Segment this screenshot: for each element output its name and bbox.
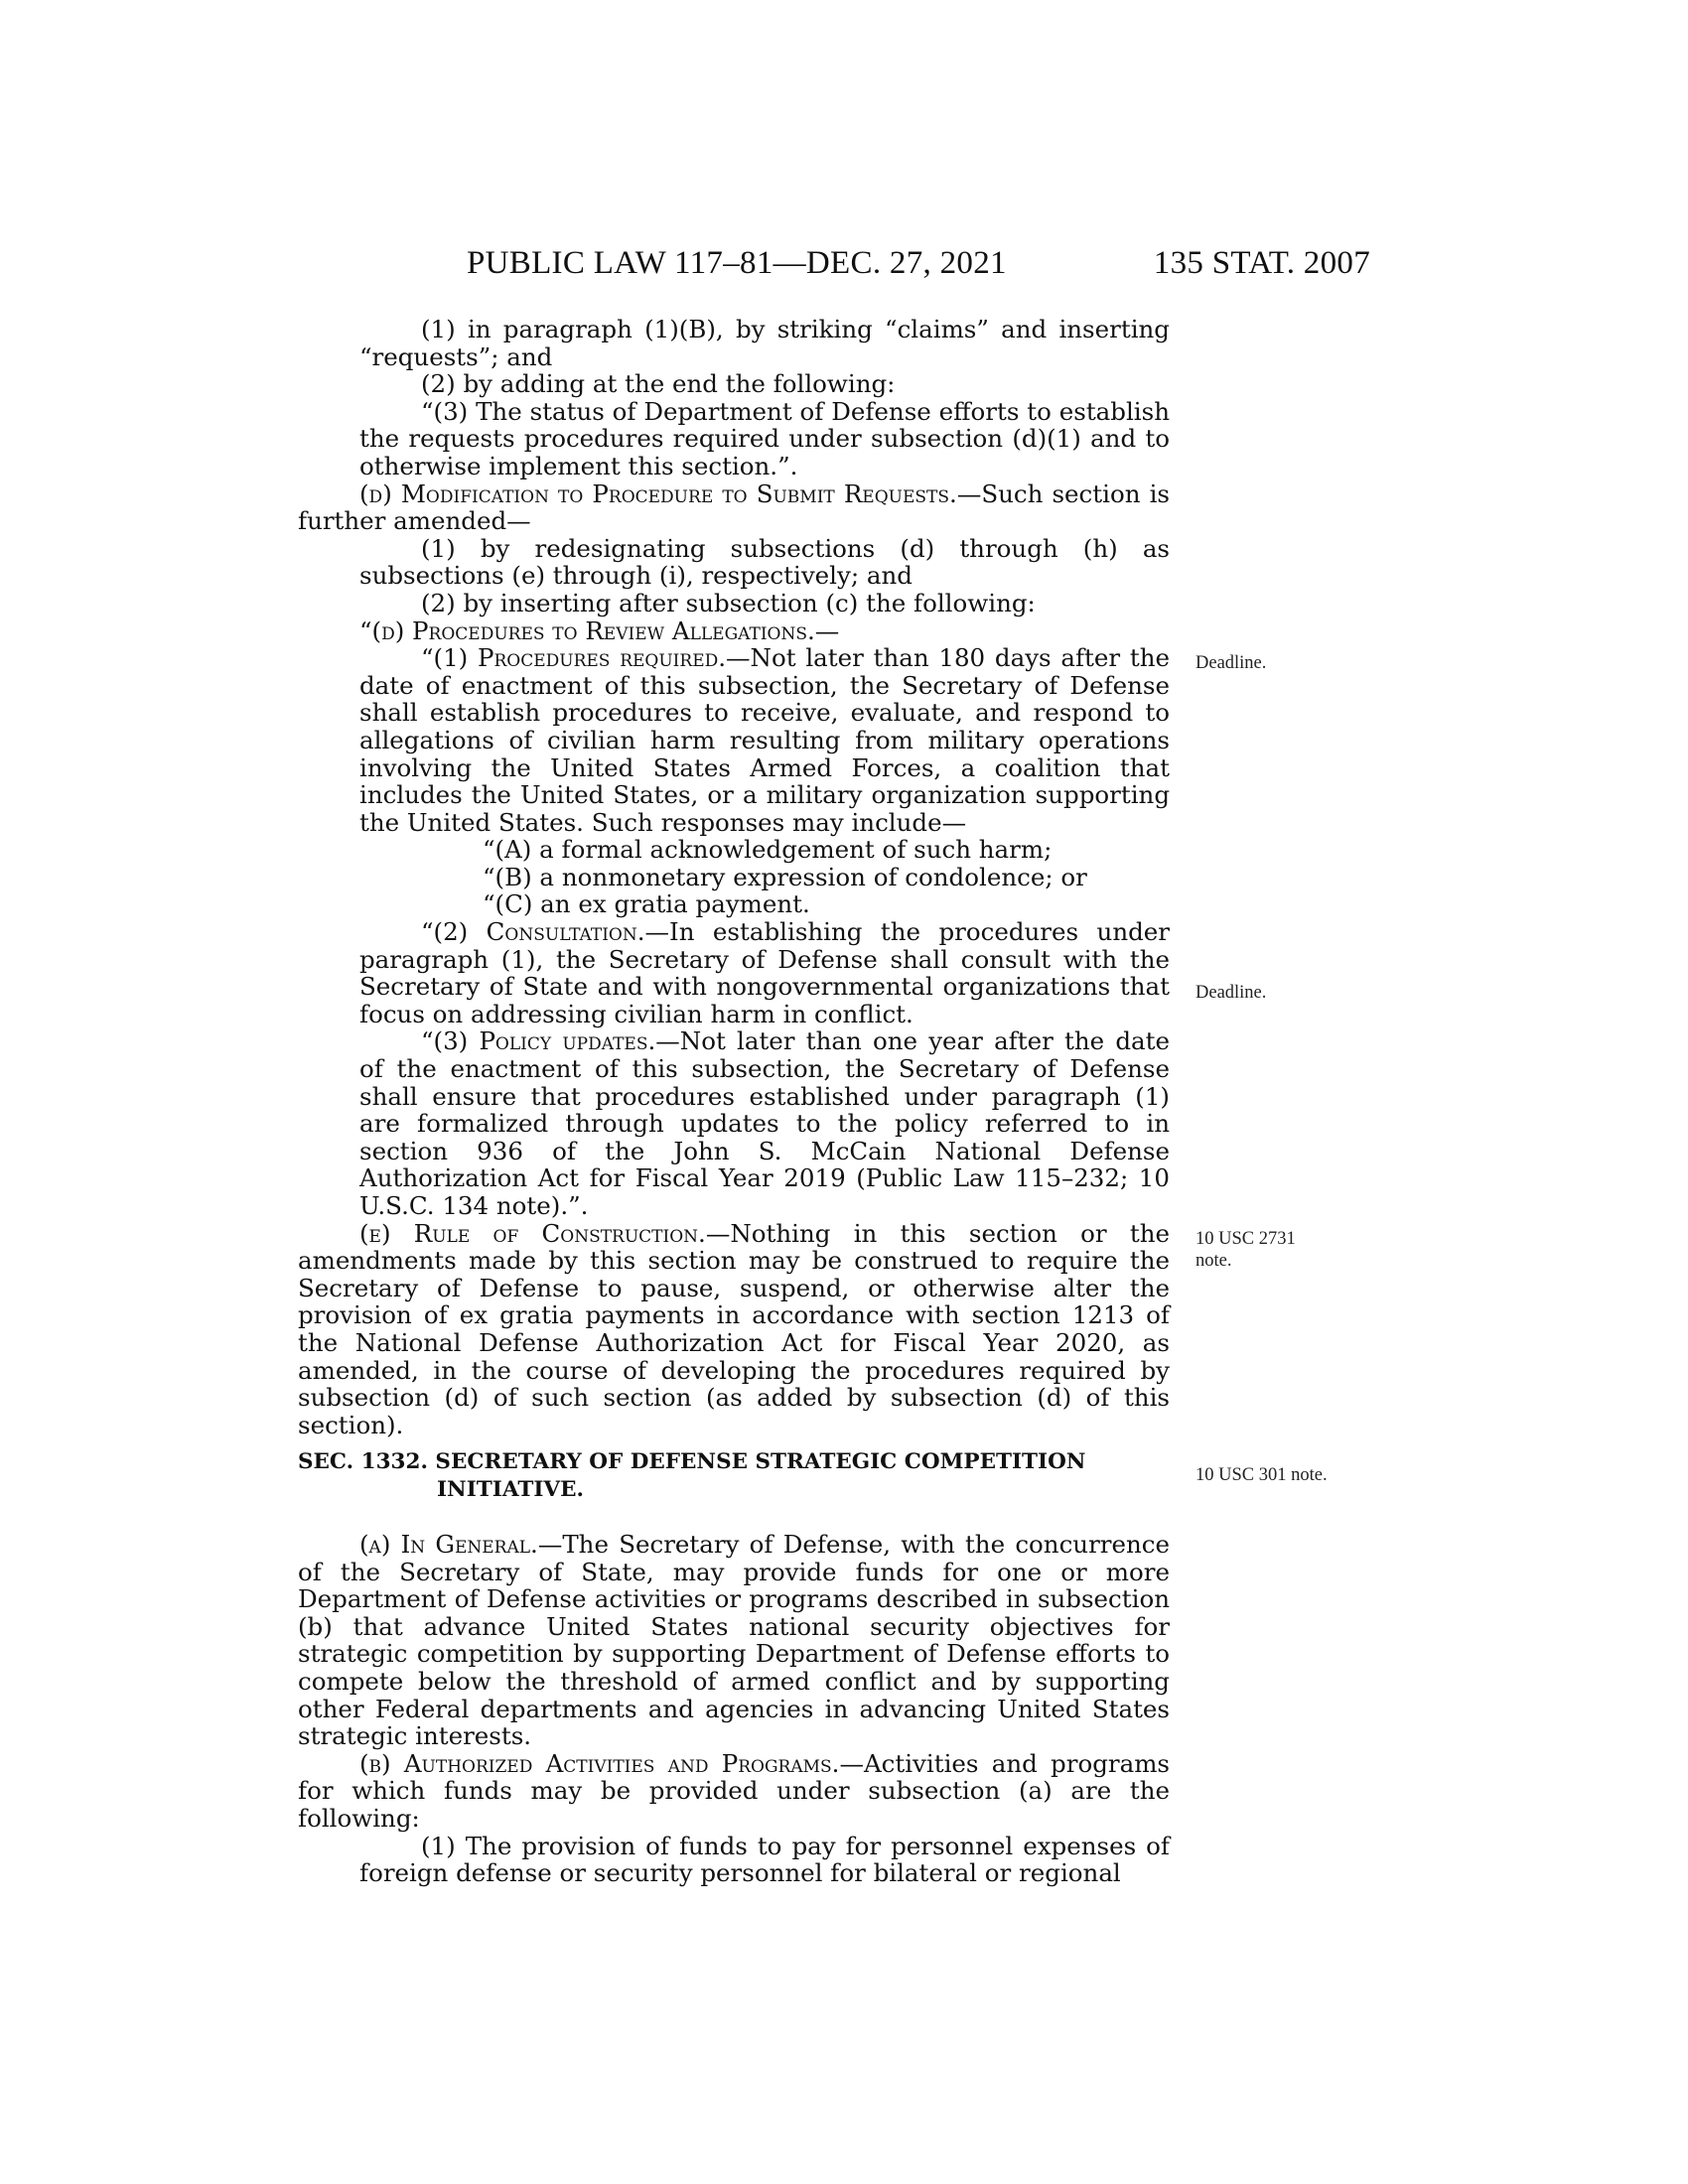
subsection-a xyxy=(298,1531,1170,1750)
subsection-d-heading: (d) Modification to Procedure to Submit Requests. xyxy=(359,478,957,508)
subsection-b-text: —Activities and programs for which funds may be provided under subsection (a) are the following: xyxy=(298,1748,1170,1833)
margin-note-deadline-2: Deadline. xyxy=(1196,983,1267,1003)
public-law-title: PUBLIC LAW 117–81—DEC. 27, 2021 xyxy=(467,245,1007,281)
margin-note-10-usc-301: 10 USC 301 note. xyxy=(1196,1465,1328,1485)
margin-note-deadline-1: Deadline. xyxy=(1196,653,1267,673)
paragraph-d2: (2) by inserting after subsection (c) the following: xyxy=(421,588,1036,617)
paragraph-c2-3: “(3) The status of Department of Defense efforts to establish the requests procedures required under subsection (d)(1) and to otherwise implement this section.”. xyxy=(359,396,1170,480)
subparagraph-a: “(A) a formal acknowledgement of such harm; xyxy=(483,835,1053,865)
paragraph-policy-updates xyxy=(298,1027,1170,1219)
procedures-required-heading: “(1) Procedures required. xyxy=(421,643,727,673)
consultation-heading: “(2) Consultation. xyxy=(421,917,645,947)
subsection-d-text: —Such section is further amended— xyxy=(298,478,1170,536)
inserted-subsection-d xyxy=(298,617,1170,645)
paragraph-c1: (1) in paragraph (1)(B), by striking “claims” and inserting “requests”; and xyxy=(359,315,1170,371)
subparagraph-c: “(C) an ex gratia payment. xyxy=(483,889,810,919)
subsection-b-heading: (b) Authorized Activities and Programs. xyxy=(359,1748,840,1778)
inserted-subsection-d-dash: — xyxy=(814,615,840,645)
section-1332-heading: SEC. 1332. SECRETARY OF DEFENSE STRATEGIC COMPETITION INITIATIVE. xyxy=(298,1449,1086,1502)
subsection-a-heading: (a) In General. xyxy=(359,1530,538,1560)
margin-note-10-usc-2731: 10 USC 2731 note. xyxy=(1196,1229,1296,1271)
subsection-e-heading: (e) Rule of Construction. xyxy=(359,1218,706,1248)
subparagraph-b: “(B) a nonmonetary expression of condolence; or xyxy=(483,862,1087,891)
inserted-subsection-d-heading: “(d) Procedures to Review Allegations. xyxy=(359,615,815,645)
statute-page-number: 135 STAT. 2007 xyxy=(1153,245,1370,281)
paragraph-d1: (1) by redesignating subsections (d) through (h) as subsections (e) through (i), respectively; and xyxy=(359,533,1170,591)
paragraph-consultation xyxy=(298,918,1170,1027)
subsection-a-text: —The Secretary of Defense, with the concurrence of the Secretary of State, may provide funds for one or more Department of Defense activities or programs described in subsection (b) that advance United States national security objectives for strategic competition by supporting Department of Defense efforts to compete below the threshold of armed conflict and by supporting other Federal departments and agencies in advancing United States strategic interests. xyxy=(298,1530,1170,1751)
policy-updates-heading: “(3) Policy updates. xyxy=(421,1026,656,1056)
paragraph-c2: (2) by adding at the end the following: xyxy=(421,369,896,399)
subsection-e xyxy=(298,1220,1170,1439)
running-header xyxy=(298,245,1370,285)
subsection-b xyxy=(298,1750,1170,1833)
paragraph-procedures-required xyxy=(298,644,1170,836)
procedures-required-text: —Not later than 180 days after the date of enactment of this subsection, the Secretary of Defense shall establish procedures to receive, evaluate, and respond to allegations of civilian harm resulting from military operations involving the United States Armed Forces, a coalition that includes the United States, or a military organization supporting the United States. Such responses may include— xyxy=(359,643,1170,837)
document-body xyxy=(298,316,1170,1887)
consultation-text: —In establishing the procedures under paragraph (1), the Secretary of Defense shall consult with the Secretary of State and with nongovernmental organizations that focus on addressing civilian harm in conflict. xyxy=(359,917,1170,1028)
policy-updates-text: —Not later than one year after the date of the enactment of this subsection, the Secretary of Defense shall ensure that procedures established under paragraph (1) are formalized through updates to the policy referred to in section 936 of the John S. McCain National Defense Authorization Act for Fiscal Year 2019 (Public Law 115–232; 10 U.S.C. 134 note).”. xyxy=(359,1026,1170,1220)
paragraph-b1: (1) The provision of funds to pay for personnel expenses of foreign defense or security personnel for bilateral or regional xyxy=(359,1831,1170,1888)
subsection-e-text: —Nothing in this section or the amendments made by this section may be construed to require the Secretary of Defense to pause, suspend, or otherwise alter the provision of ex gratia payments in accordance with section 1213 of the National Defense Authorization Act for Fiscal Year 2020, as amended, in the course of developing the procedures required by subsection (d) of such section (as added by subsection (d) of this section). xyxy=(298,1218,1170,1439)
subsection-d xyxy=(298,480,1170,535)
